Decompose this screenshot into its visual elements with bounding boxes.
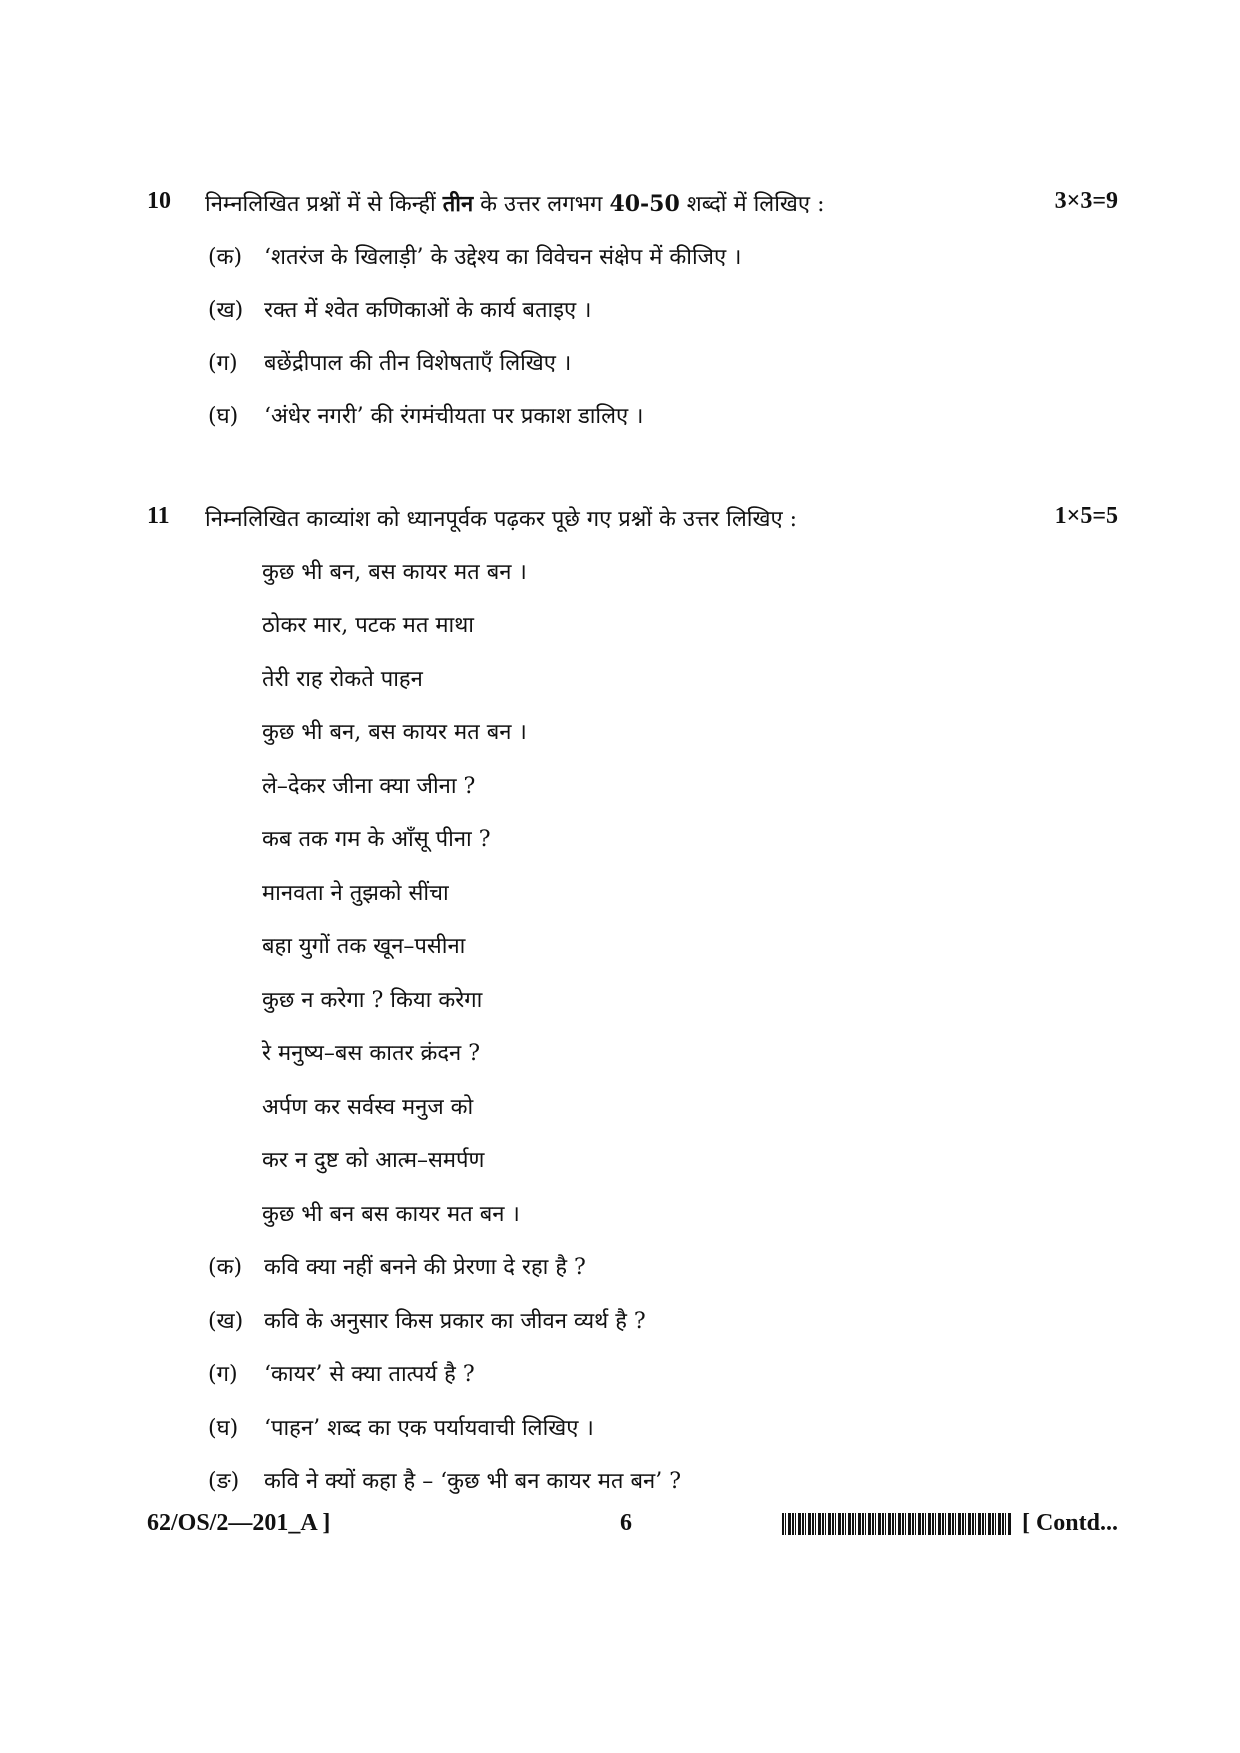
question-10-text: निम्नलिखित प्रश्नों में से किन्हीं तीन के उत्तर लगभग 40-50 शब्दों में लिखिए :: [205, 191, 825, 217]
poem-line: तेरी राह रोकते पाहन: [262, 667, 423, 692]
poem-line: कुछ न करेगा ? किया करेगा: [262, 988, 483, 1013]
question-10-number: 10: [147, 188, 171, 214]
q11-option: (ग) ‘कायर’ से क्या तात्पर्य है ?: [208, 1362, 475, 1387]
q10-option: (ख) रक्त में श्वेत कणिकाओं के कार्य बताइए ।: [208, 298, 592, 323]
q10-option: (ग) बछेंद्रीपाल की तीन विशेषताएँ लिखिए ।: [208, 351, 572, 376]
footer-contd: [ Contd...: [782, 1510, 1118, 1537]
question-11-number: 11: [147, 503, 170, 529]
poem-line: रे मनुष्य–बस कातर क्रंदन ?: [262, 1041, 481, 1066]
poem-line: ठोकर मार, पटक मत माथा: [262, 613, 474, 638]
question-11-text: निम्नलिखित काव्यांश को ध्यानपूर्वक पढ़कर पूछे गए प्रश्नों के उत्तर लिखिए :: [205, 507, 798, 532]
poem-line: बहा युगों तक खून–पसीना: [262, 934, 466, 959]
poem-line: ले–देकर जीना क्या जीना ?: [262, 774, 476, 799]
paper-code: 62/OS/2—201_A ]: [147, 1510, 331, 1536]
poem-line: अर्पण कर सर्वस्व मनुज को: [262, 1095, 474, 1120]
q10-option: (क) ‘शतरंज के खिलाड़ी’ के उद्देश्य का विवेचन संक्षेप में कीजिए ।: [208, 245, 742, 270]
q11-option: (ङ) कवि ने क्यों कहा है – ‘कुछ भी बन कायर मत बन’ ?: [208, 1469, 681, 1494]
poem-line: कुछ भी बन, बस कायर मत बन ।: [262, 720, 527, 745]
barcode: [782, 1513, 1012, 1535]
q11-option: (ख) कवि के अनुसार किस प्रकार का जीवन व्यर्थ है ?: [208, 1309, 646, 1334]
poem-line: कुछ भी बन, बस कायर मत बन ।: [262, 560, 527, 585]
question-10-marks: 3×3=9: [1054, 188, 1118, 214]
q11-option: (क) कवि क्या नहीं बनने की प्रेरणा दे रहा है ?: [208, 1255, 586, 1280]
q11-option: (घ) ‘पाहन’ शब्द का एक पर्यायवाची लिखिए ।: [208, 1416, 594, 1441]
page-number: 6: [620, 1510, 632, 1536]
poem-line: मानवता ने तुझको सींचा: [262, 881, 449, 906]
poem-line: कर न दुष्ट को आत्म–समर्पण: [262, 1148, 485, 1173]
question-11-marks: 1×5=5: [1054, 503, 1118, 529]
q10-option: (घ) ‘अंधेर नगरी’ की रंगमंचीयता पर प्रकाश डालिए ।: [208, 404, 644, 429]
poem-line: कुछ भी बन बस कायर मत बन ।: [262, 1202, 520, 1227]
poem-line: कब तक गम के आँसू पीना ?: [262, 827, 491, 852]
